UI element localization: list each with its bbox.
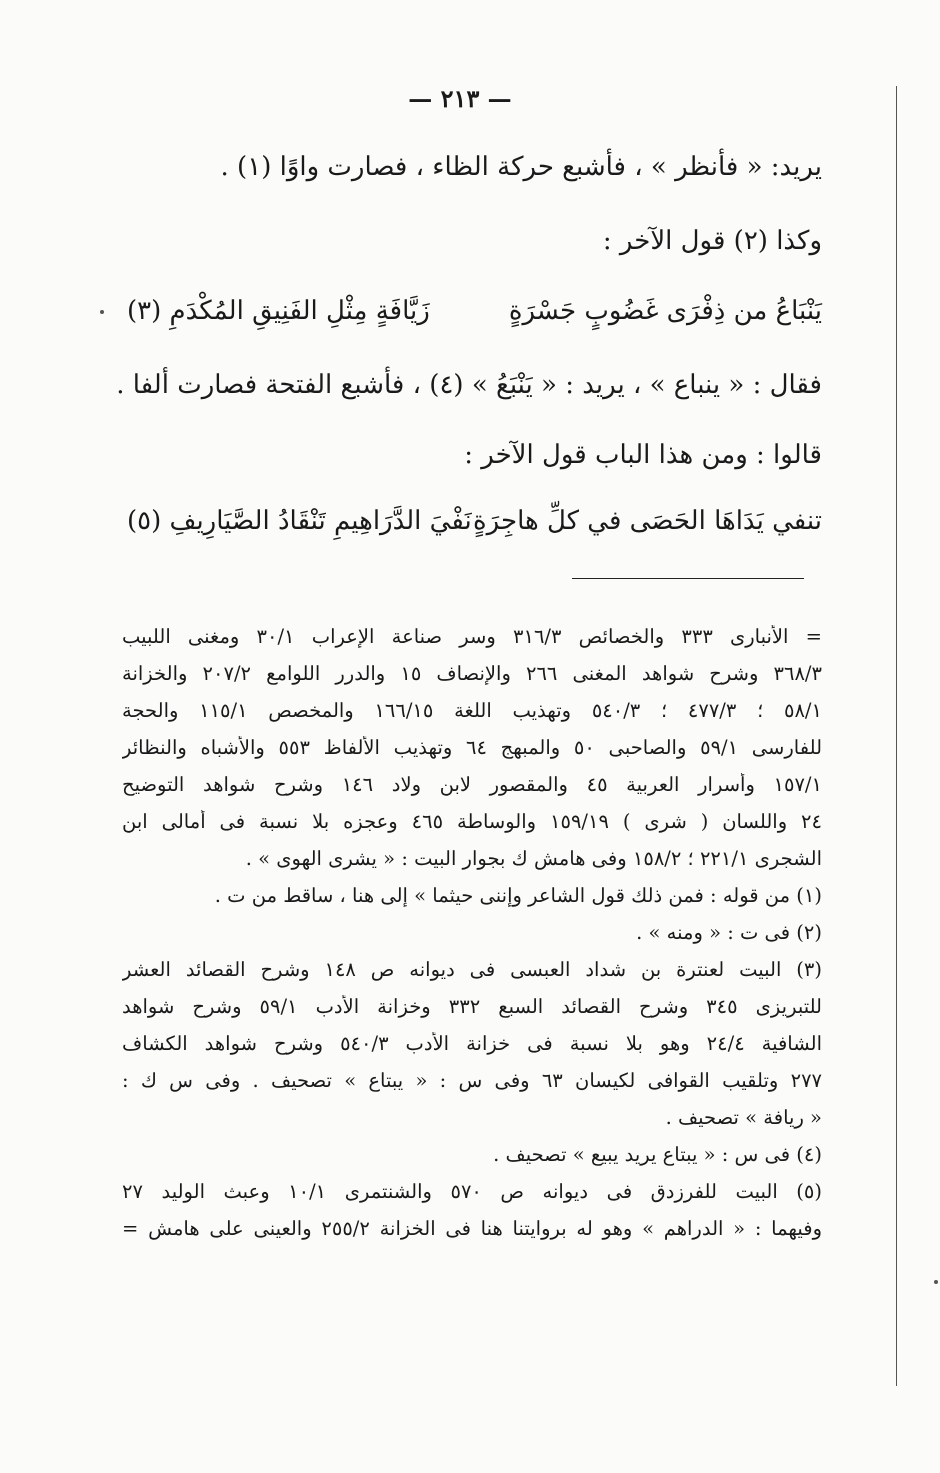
footnote-line: « ريافة » تصحيف . <box>665 1106 822 1129</box>
verse-2 <box>127 506 822 550</box>
footnote-line: ١٥٧/١ وأسرار العربية ٤٥ والمقصور لابن ولاد ١٤٦ وشرح شواهد التوضيح <box>122 773 822 796</box>
speck-mark <box>934 1280 938 1284</box>
main-text-line-1: يريد: « فأنظر » ، فأشبع حركة الظاء ، فصارت واوًا (١) . <box>220 152 822 182</box>
footnote-line: الشافية ٢٤/٤ وهو بلا نسبة فى خزانة الأدب ٥٤٠/٣ وشرح شواهد الكشاف <box>122 1032 822 1055</box>
footnote-5: (٥) البيت للفرزدق فى ديوانه ص ٥٧٠ والشنتمرى ١٠/١ وعبث الوليد ٢٧ <box>122 1180 822 1203</box>
page-edge-rule <box>896 86 897 1386</box>
speck-mark <box>100 310 104 314</box>
page-number: — ٢١٣ — <box>408 84 512 113</box>
footnote-line: وفيهما : « الدراهم » وهو له بروايتنا هنا فى الخزانة ٢٥٥/٢ والعينى على هامش = <box>122 1217 822 1240</box>
verse-2-first-hemistich: تنفي يَدَاهَا الحَصَى في كلِّ هاجِرَةٍ <box>473 506 822 536</box>
footnote-line: الشجرى ٢٢١/١ ؛ ١٥٨/٢ وفى هامش ك بجوار البيت : « يشرى الهوى » . <box>245 847 822 870</box>
footnote-4: (٤) فى س : « يبتاع يريد يبيع » تصحيف . <box>493 1143 822 1166</box>
footnote-2: (٢) فى ت : « ومنه » . <box>636 921 822 944</box>
main-text-line-3: فقال : « ينباع » ، يريد : « يَنْبَعُ » (٤) ، فأشبع الفتحة فصارت ألفا . <box>116 370 822 400</box>
footnote-line: ٢٧٧ وتلقيب القوافى لكيسان ٦٣ وفى س : « يبتاع » تصحيف . وفى س ك : <box>122 1069 822 1092</box>
footnote-1: (١) من قوله : فمن ذلك قول الشاعر وإننى حيثما » إلى هنا ، ساقط من ت . <box>214 884 822 907</box>
footnote-divider <box>572 578 804 579</box>
footnote-line: = الأنبارى ٣٣٣ والخصائص ٣١٦/٣ وسر صناعة الإعراب ٣٠/١ ومغنى اللبيب <box>122 625 822 648</box>
footnote-line: للفارسى ٥٩/١ والصاحبى ٥٠ والمبهج ٦٤ وتهذيب الألفاظ ٥٥٣ والأشباه والنظائر <box>122 736 822 759</box>
verse-2-second-hemistich: نَفْيَ الدَّرَاهِيمِ تَنْقَادُ الصَّيَارِيفِ (٥) <box>127 506 472 536</box>
main-text-line-2: وكذا (٢) قول الآخر : <box>602 226 822 256</box>
verse-1-first-hemistich: يَنْبَاعُ من ذِفْرَى غَضُوبٍ جَسْرَةٍ <box>508 296 822 326</box>
footnote-line: ٣٦٨/٣ وشرح شواهد المغنى ٢٦٦ والإنصاف ١٥ والدرر اللوامع ٢٠٧/٢ والخزانة <box>122 662 822 685</box>
verse-1-second-hemistich: زَيَّافَةٍ مِثْلِ الفَنِيقِ المُكْدَمِ (٣) <box>127 296 430 326</box>
footnote-line: ٥٨/١ ؛ ٤٧٧/٣ ؛ ٥٤٠/٣ وتهذيب اللغة ١٦٦/١٥ والمخصص ١١٥/١ والحجة <box>122 699 822 722</box>
footnote-line: ٢٤ واللسان ( شرى ) ١٥٩/١٩ والوساطة ٤٦٥ وعجزه بلا نسبة فى أمالى ابن <box>122 810 822 833</box>
footnote-line: للتبريزى ٣٤٥ وشرح القصائد السبع ٣٣٢ وخزانة الأدب ٥٩/١ وشرح شواهد <box>122 995 822 1018</box>
footnote-3: (٣) البيت لعنترة بن شداد العبسى فى ديوانه ص ١٤٨ وشرح القصائد العشر <box>122 958 822 981</box>
main-text-line-4: قالوا : ومن هذا الباب قول الآخر : <box>464 440 822 470</box>
verse-1 <box>127 296 822 340</box>
